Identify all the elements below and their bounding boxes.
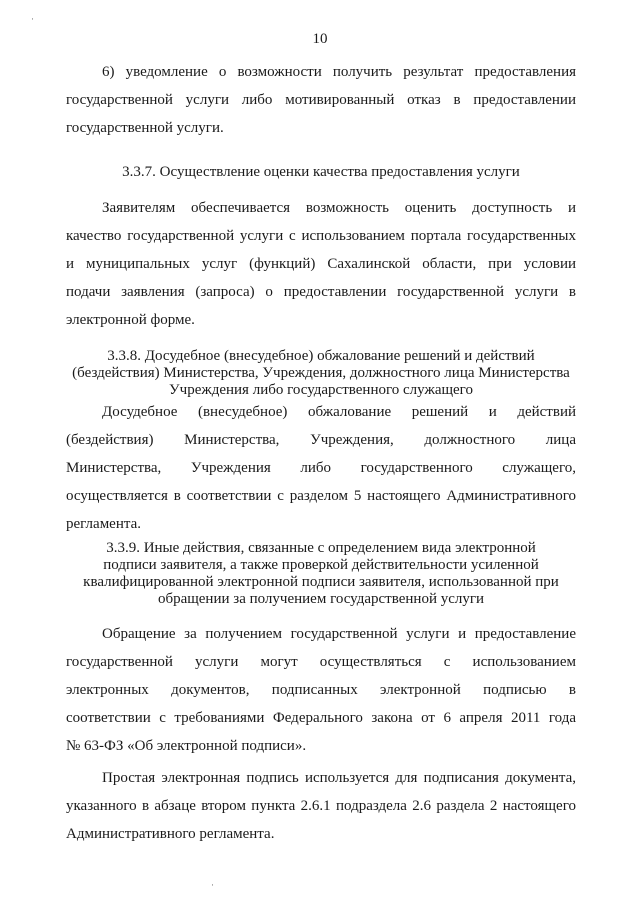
text-line: № 63-ФЗ «Об электронной подписи». — [66, 738, 307, 754]
heading-line: (бездействия) Министерства, Учреждения, должностного лица Министерства — [72, 365, 570, 381]
text-line: (бездействия) Министерства, Учреждения, должностного лица — [66, 432, 576, 448]
heading-line: 3.3.7. Осуществление оценки качества предоставления услуги — [122, 164, 520, 180]
text-line: соответствии с требованиями Федерального закона от 6 апреля 2011 года — [66, 710, 576, 726]
paragraph-3-3-7 — [66, 194, 576, 334]
text-line: Досудебное (внесудебное) обжалование решений и действий — [102, 404, 576, 420]
text-line: Министерства, Учреждения либо государственного служащего, — [66, 460, 576, 476]
paragraph-item-6 — [66, 58, 576, 142]
text-line: электронной форме. — [66, 312, 195, 328]
scan-speck: · — [31, 14, 34, 24]
section-heading-3-3-7 — [66, 164, 576, 181]
paragraph-3-3-9-electronic-docs — [66, 620, 576, 760]
paragraph-3-3-9-simple-signature — [66, 764, 576, 848]
text-line: осуществляется в соответствии с разделом 5 настоящего Административного — [66, 488, 576, 504]
text-line: регламента. — [66, 516, 142, 532]
section-heading-3-3-8 — [66, 348, 576, 399]
paragraph-3-3-8 — [66, 398, 576, 538]
heading-line: подписи заявителя, а также проверкой действительности усиленной — [103, 557, 539, 573]
text-line: государственной услуги. — [66, 120, 224, 136]
text-line: Простая электронная подпись используется для подписания документа, — [102, 770, 576, 786]
text-line: государственной услуги либо мотивированный отказ в предоставлении — [66, 92, 576, 108]
text-line: качество государственной услуги с использованием портала государственных — [66, 228, 576, 244]
heading-line: квалифицированной электронной подписи заявителя, использованной при — [83, 574, 559, 590]
text-line: Обращение за получением государственной услуги и предоставление — [102, 626, 576, 642]
heading-line: 3.3.9. Иные действия, связанные с определением вида электронной — [106, 540, 536, 556]
text-line: указанного в абзаце втором пункта 2.6.1 подраздела 2.6 раздела 2 настоящего — [66, 798, 576, 814]
section-heading-3-3-9 — [66, 540, 576, 608]
page-number: 10 — [312, 31, 328, 47]
text-line: 6) уведомление о возможности получить результат предоставления — [102, 64, 576, 80]
heading-line: 3.3.8. Досудебное (внесудебное) обжалование решений и действий — [107, 348, 535, 364]
text-line: Заявителям обеспечивается возможность оценить доступность и — [102, 200, 576, 216]
heading-line: обращении за получением государственной услуги — [157, 591, 485, 607]
text-line: государственной услуги могут осуществляться с использованием — [66, 654, 576, 670]
text-line: электронных документов, подписанных электронной подписью в — [66, 682, 576, 698]
scan-speck: · — [211, 880, 214, 890]
text-line: Административного регламента. — [66, 826, 275, 842]
text-line: подачи заявления (запроса) о предоставлении государственной услуги в — [66, 284, 576, 300]
text-line: и муниципальных услуг (функций) Сахалинской области, при условии — [66, 256, 576, 272]
heading-line: Учреждения либо государственного служащего — [169, 382, 473, 398]
